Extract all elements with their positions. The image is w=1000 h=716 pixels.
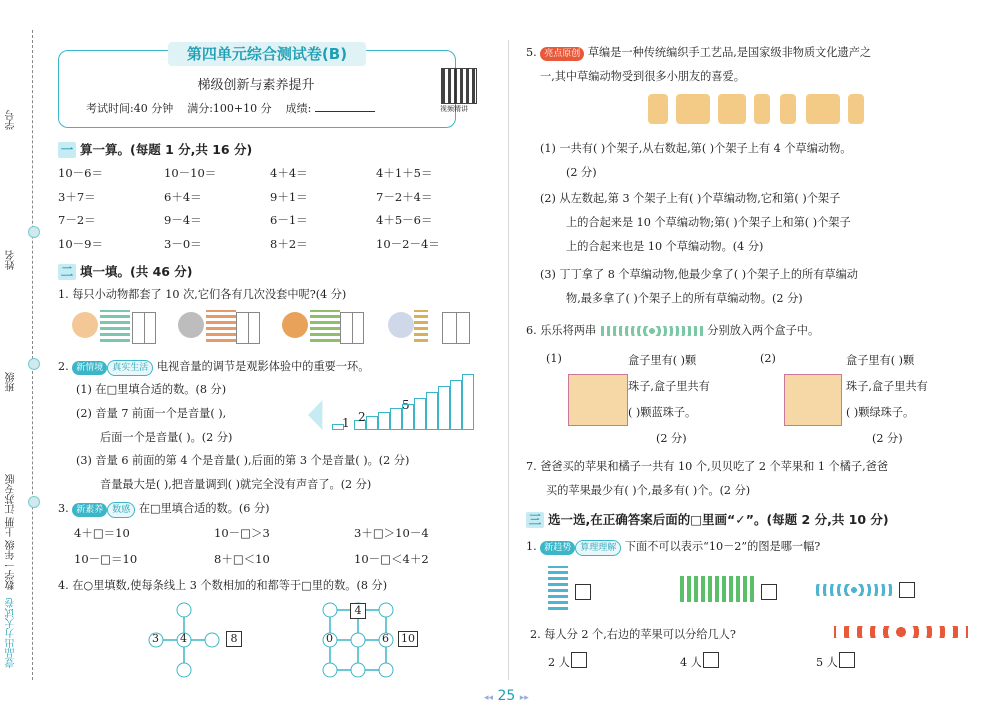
s3-question-2: 2. 每人分 2 个,右边的苹果可以分给几人? [530, 628, 736, 641]
option-b-checkbox[interactable] [761, 584, 777, 600]
question-5-line1: 5. 亮点原创 草编是一种传统编织手工艺品,是国家级非物质文化遗产之 [526, 46, 872, 59]
q4-right-mid: 6 [382, 632, 389, 645]
calc-item: 4＋4＝ [270, 166, 308, 180]
calc-item: 9＋1＝ [270, 190, 308, 204]
question-6-text-a: 6. 乐乐将两串 [526, 324, 597, 337]
binding-dot [28, 358, 40, 370]
q4-left-value-b: 4 [180, 632, 187, 645]
calc-item: 10－2－4＝ [376, 237, 440, 251]
q6-part2-score: (2 分) [872, 432, 903, 445]
s3-q2-option-a [548, 652, 588, 670]
apples-image [834, 626, 968, 638]
q4-right-top: 4 [350, 603, 366, 619]
volume-bar [378, 412, 390, 430]
bead-strings-icon [600, 326, 704, 336]
shelf [718, 94, 746, 124]
q6-part2-num: (2) [760, 352, 776, 365]
tag-number-sense: 数感 [107, 502, 135, 518]
binding-line [32, 30, 34, 680]
tag-new-literacy: 新素养 [72, 503, 107, 517]
mouse-image [178, 312, 204, 338]
calc-item: 4＋1＋5＝ [376, 166, 433, 180]
box-image-2 [784, 374, 842, 426]
volume-bar [450, 380, 462, 430]
exam-result-label: 成绩: [285, 102, 312, 115]
page-number [484, 688, 529, 704]
section2-number: 二 [58, 264, 76, 280]
question-6-text-b: 分别放入两个盒子中。 [707, 324, 820, 337]
prev-arrow-icon: ◂◂ [484, 693, 494, 703]
calc-item: 6－1＝ [270, 213, 308, 227]
volume-label-5: 5 [402, 398, 410, 412]
question-2-4: 4. 在○里填数,使每条线上 3 个数相加的和都等于□里的数。(8 分) [58, 579, 388, 592]
question-5-line2: 一,其中草编动物受到很多小朋友的喜爱。 [540, 70, 745, 83]
fill-item[interactable]: 10－□＞3 [214, 526, 270, 540]
section3-heading [526, 510, 889, 528]
q6-part1-line2: 珠子,盒子里共有 [628, 380, 710, 393]
question-2-2-3b: 音量最大是( ),把音量调到( )就完全没有声音了。(2 分) [100, 478, 372, 491]
qr-label: 视频精讲 [440, 105, 468, 113]
q6-part1-line1: 盒子里有( )颗 [628, 354, 697, 367]
answer-table[interactable] [340, 312, 364, 344]
box-image-1 [568, 374, 628, 426]
tag-arithmetic: 算理理解 [575, 540, 621, 556]
next-arrow-icon: ▸▸ [519, 693, 529, 703]
question-2-2-3a: (3) 音量 6 前面的第 4 个是音量( ),后面的第 3 个是音量( )。(2 分) [76, 454, 410, 467]
option-checkbox[interactable] [839, 652, 855, 668]
fill-item[interactable]: 10－□＝10 [74, 552, 138, 566]
question-2-2-text: 电视音量的调节是观影体验中的重要一环。 [156, 360, 370, 373]
volume-bar [402, 404, 414, 430]
q4-right-left: 0 [326, 632, 333, 645]
option-sticks-image [680, 576, 754, 602]
fox-image [282, 312, 308, 338]
question-5-2a: (2) 从左数起,第 3 个架子上有( )个草编动物,它和第( )个架子 [540, 192, 841, 205]
option-label: 5 人 [816, 656, 838, 669]
question-5-1b: (2 分) [566, 166, 597, 179]
q6-part2-line3: ( )颗绿珠子。 [846, 406, 915, 419]
label-name: 姓名 [6, 250, 17, 270]
tag-new-context: 新情境 [72, 361, 107, 375]
result-blank[interactable] [315, 111, 375, 112]
option-a-checkbox[interactable] [575, 584, 591, 600]
answer-table[interactable] [236, 312, 260, 344]
answer-table[interactable] [132, 312, 156, 344]
question-5-2b: 上的合起来是 10 个草编动物;第( )个架子上和第( )个架子 [566, 216, 851, 229]
volume-bar [414, 398, 426, 430]
calc-item: 10－10＝ [164, 166, 217, 180]
volume-bar [390, 408, 402, 430]
fill-item[interactable]: 4＋□＝10 [74, 526, 130, 540]
fill-item[interactable]: 8＋□＜10 [214, 552, 270, 566]
s3-q2-option-c [816, 652, 856, 670]
volume-bar [462, 374, 474, 430]
page-title: 第四单元综合测试卷(B) [168, 42, 366, 66]
ring-toss-image [100, 310, 130, 342]
shelf [848, 94, 864, 124]
exam-meta [86, 100, 375, 116]
volume-label-2: 2 [358, 410, 366, 424]
section3-number: 三 [526, 512, 544, 528]
calc-item: 3－0＝ [164, 237, 202, 251]
section1-title: 算一算。(每题 1 分,共 16 分) [80, 142, 253, 157]
question-2-3-text: 在□里填合适的数。(6 分) [138, 502, 270, 515]
question-2-1: 1. 每只小动物都套了 10 次,它们各有几次没套中呢?(4 分) [58, 288, 347, 301]
s3-q2-option-b [680, 652, 720, 670]
shelf [806, 94, 840, 124]
calc-item: 3＋7＝ [58, 190, 96, 204]
option-c-checkbox[interactable] [899, 582, 915, 598]
shelf [754, 94, 770, 124]
volume-bar [438, 386, 450, 430]
question-5-1a: (1) 一共有( )个架子,从右数起,第( )个架子上有 4 个草编动物。 [540, 142, 852, 155]
question-7a: 7. 爸爸买的苹果和橘子一共有 10 个,贝贝吃了 2 个苹果和 1 个橘子,爸爸 [526, 460, 889, 473]
q6-part1-score: (2 分) [656, 432, 687, 445]
section2-heading [58, 262, 193, 280]
binding-dot [28, 496, 40, 508]
label-brand: 壹品出力大试卷 [6, 598, 17, 668]
shelf [780, 94, 796, 124]
s3-question-1-text: 下面不可以表示“10－2”的图是哪一幅? [624, 540, 821, 553]
question-5-text-a: 草编是一种传统编织手工艺品,是国家级非物质文化遗产之 [587, 46, 872, 59]
tag-new-trend: 新趋势 [540, 541, 575, 555]
volume-label-1: 1 [342, 416, 350, 430]
calc-item: 10－6＝ [58, 166, 103, 180]
page-divider [508, 40, 509, 680]
answer-table[interactable] [442, 312, 470, 344]
calc-item: 10－9＝ [58, 237, 103, 251]
question-5-3b: 物,最多拿了( )个架子上的所有草编动物。(2 分) [566, 292, 803, 305]
option-beads-image [816, 584, 892, 596]
binding-dot [28, 226, 40, 238]
q4-left-total: 8 [226, 631, 242, 647]
q4-right-total: 10 [398, 631, 418, 647]
binding-sidebar [0, 0, 48, 716]
q4-left-value-a: 3 [152, 632, 159, 645]
q6-part2-line2: 珠子,盒子里共有 [846, 380, 928, 393]
calc-item: 8＋2＝ [270, 237, 308, 251]
label-book: 数学一年级 上册 江苏专版 [6, 473, 17, 590]
question-5-2c: 上的合起来也是 10 个草编动物。(4 分) [566, 240, 764, 253]
qr-code[interactable] [441, 68, 477, 104]
volume-bar [426, 392, 438, 430]
question-6-line [526, 322, 819, 338]
rabbit-image [388, 312, 414, 338]
calc-item: 9－4＝ [164, 213, 202, 227]
question-2-2: 2. 新情境 真实生活 电视音量的调节是观影体验中的重要一环。 [58, 358, 369, 376]
label-student-number: 学号 [6, 110, 17, 130]
page-number-text: 25 [497, 688, 516, 704]
exam-score: 满分:100+10 分 [187, 102, 272, 115]
exam-time: 考试时间:40 分钟 [86, 102, 174, 115]
q6-part2-line1: 盒子里有( )颗 [846, 354, 915, 367]
ring-toss-image [310, 310, 340, 342]
section2-title: 填一填。(共 46 分) [80, 264, 193, 279]
option-label: 2 人 [548, 656, 570, 669]
question-2-2-2a: (2) 音量 7 前面一个是音量( ), [76, 407, 227, 420]
calc-item: 4＋5－6＝ [376, 213, 433, 227]
question-5-3a: (3) 丁丁拿了 8 个草编动物,他最少拿了( )个架子上的所有草编动 [540, 268, 858, 281]
volume-bar [366, 416, 378, 430]
shelf [648, 94, 668, 124]
page-subtitle: 梯级创新与素养提升 [197, 78, 315, 93]
tag-original: 亮点原创 [540, 47, 584, 61]
label-class: 班级 [6, 372, 17, 392]
shelf [676, 94, 710, 124]
fill-item[interactable]: 3＋□＞10－4 [354, 526, 429, 540]
section1-number: 一 [58, 142, 76, 158]
option-checkbox[interactable] [703, 652, 719, 668]
calc-item: 7－2＋4＝ [376, 190, 433, 204]
calc-item: 7－2＝ [58, 213, 96, 227]
puppy-image [72, 312, 98, 338]
section1-heading [58, 140, 252, 158]
s3-question-1: 1. 新趋势 算理理解 下面不可以表示“10－2”的图是哪一幅? [526, 538, 820, 556]
question-7b: 买的苹果最少有( )个,最多有( )个。(2 分) [546, 484, 751, 497]
speaker-icon [308, 400, 332, 430]
option-abacus-image [548, 566, 568, 610]
q6-part1-line3: ( )颗蓝珠子。 [628, 406, 697, 419]
option-checkbox[interactable] [571, 652, 587, 668]
section3-title: 选一选,在正确答案后面的□里画“✓”。(每题 2 分,共 10 分) [548, 512, 889, 527]
option-label: 4 人 [680, 656, 702, 669]
ring-toss-image [414, 310, 428, 342]
fill-item[interactable]: 10－□＜4＋2 [354, 552, 429, 566]
question-2-3: 3. 新素养 数感 在□里填合适的数。(6 分) [58, 500, 270, 518]
ring-toss-image [206, 310, 236, 342]
question-2-2-1: (1) 在□里填合适的数。(8 分) [76, 383, 227, 396]
question-2-2-2b: 后面一个是音量( )。(2 分) [100, 431, 233, 444]
q6-part1-num: (1) [546, 352, 562, 365]
calc-item: 6＋4＝ [164, 190, 202, 204]
tag-real-life: 真实生活 [107, 360, 153, 376]
